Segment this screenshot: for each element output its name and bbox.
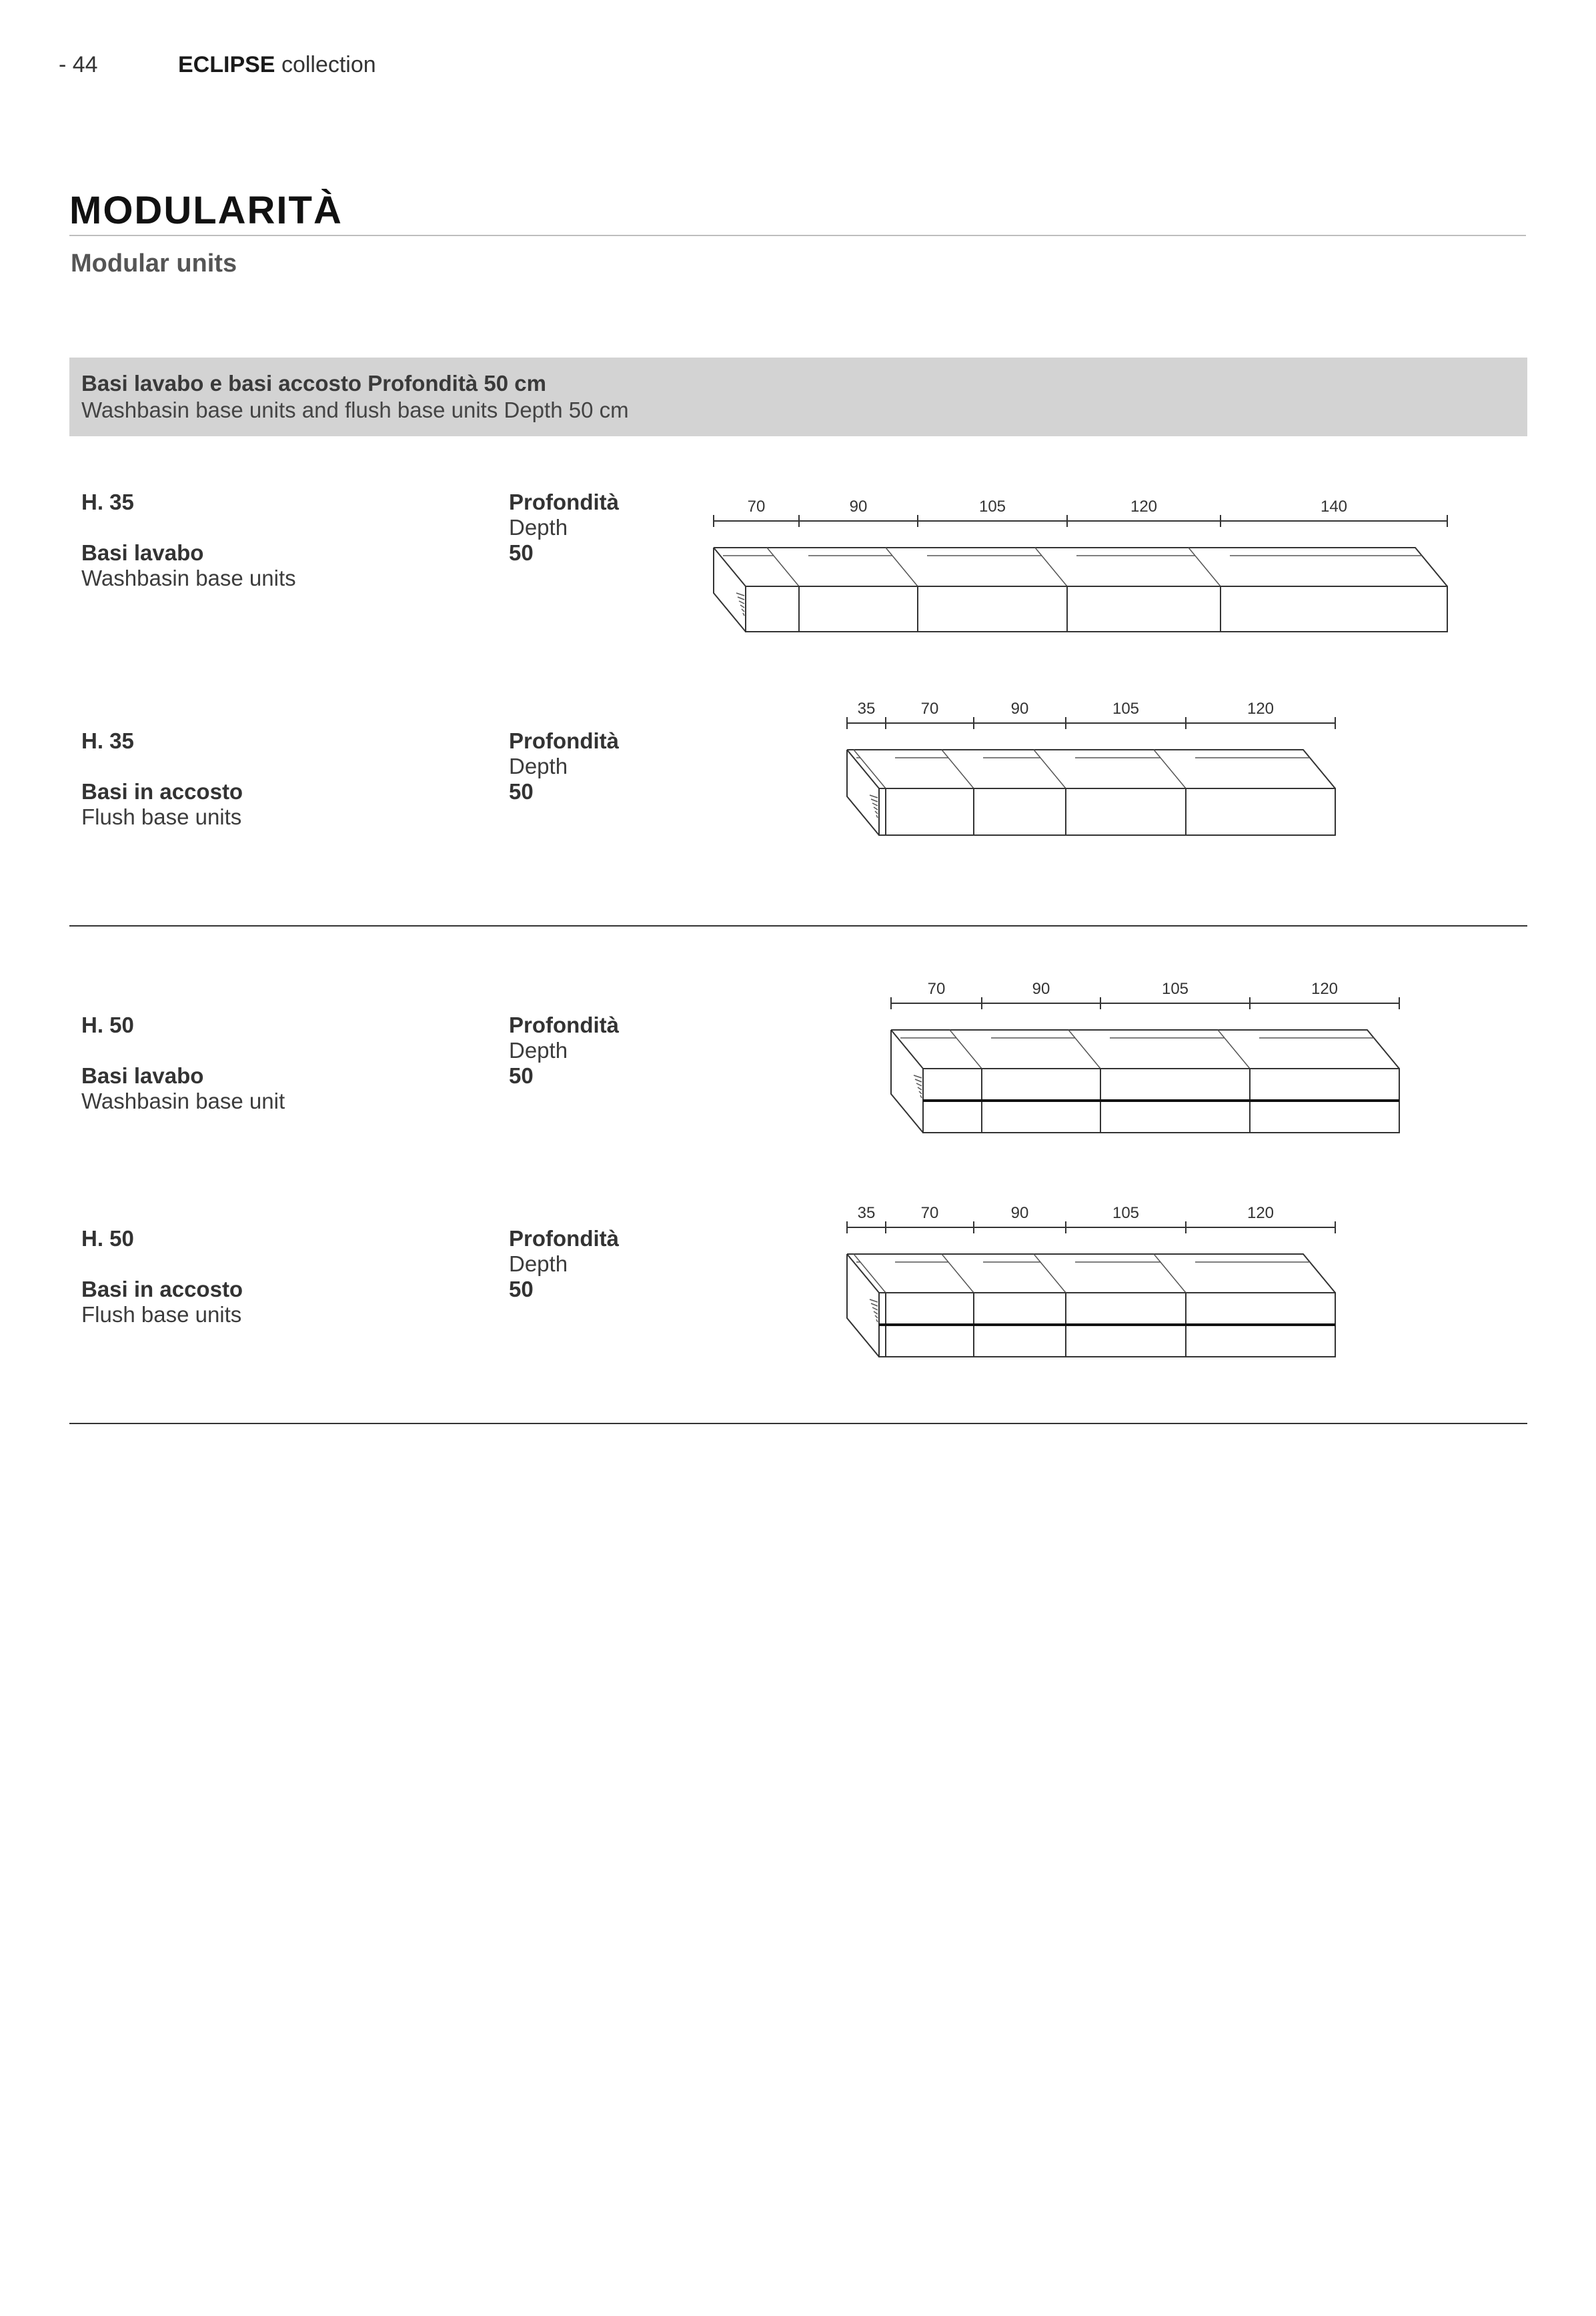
cabinet-front [879,788,1335,835]
row-1-depth-en: Depth [509,515,568,540]
row-3-labels [81,1013,285,1114]
dimension-label: 105 [1161,980,1189,998]
dimension-label: 90 [1010,700,1029,718]
row-1-labels [81,490,296,591]
dimension-label: 70 [920,700,939,718]
cabinet-left-side [847,1254,879,1357]
row-4-type-it: Basi in accosto [81,1277,243,1301]
dimension-label: 35 [857,1204,876,1222]
dimension-label: 70 [920,1204,939,1222]
running-title [178,52,376,78]
row-2-type-it: Basi in accosto [81,779,243,804]
row-3-height: H. 50 [81,1013,134,1037]
collection-brand: ECLIPSE [178,52,275,77]
row-1-depth-it: Profondità [509,490,619,514]
cabinet-left-edge [847,1254,879,1293]
module-separator-top [950,1030,982,1069]
row-1-height: H. 35 [81,490,134,514]
row-2-depth-value: 50 [509,779,534,804]
module-separator-top [1218,1030,1250,1069]
hatch-line [872,1307,878,1310]
row-3-type-it: Basi lavabo [81,1063,204,1088]
module-separator-top [854,750,886,788]
hatch-line [876,815,878,818]
title-divider [69,235,1526,236]
row-4-labels [81,1226,243,1327]
dimension-label: 105 [1112,700,1140,718]
cabinet-top-edge [714,548,1447,586]
hatch-line [875,811,878,814]
section-divider-2 [69,1423,1527,1424]
hatch-line [871,799,878,802]
hatch-line [743,613,744,616]
hatch-line [918,1087,922,1090]
page-subtitle: Modular units [71,249,237,277]
row-3-depth [509,1013,619,1089]
dimension-label: 90 [1032,980,1050,998]
row-1-type-it: Basi lavabo [81,540,204,565]
dimension-label: 105 [1112,1204,1140,1222]
hatch-line [739,601,744,604]
row-2-labels [81,728,243,830]
row-4-type-en: Flush base units [81,1302,242,1327]
section-divider-1 [69,925,1527,927]
cabinet-left-side [847,750,879,835]
dimension-label: 70 [927,980,946,998]
hatch-line [916,1083,922,1086]
hatch-line [742,609,744,612]
row-2-height: H. 35 [81,728,134,753]
module-separator-top [1034,1254,1066,1293]
hatch-line [738,597,744,600]
hatch-line [870,795,878,798]
row-3-depth-value: 50 [509,1063,534,1088]
cabinet-left-side [891,1030,923,1133]
dimension-label: 105 [978,498,1006,516]
row-2-depth-it: Profondità [509,728,619,753]
section-title-it: Basi lavabo e basi accosto Profondità 50 cm [81,371,546,396]
section-title-en: Washbasin base units and flush base units Depth 50 cm [81,398,629,422]
row-1-drawing [707,490,1461,637]
hatch-line [736,593,744,596]
row-4-drawing [840,1197,1467,1370]
dimension-label: 70 [747,498,766,516]
hatch-line [740,605,744,608]
row-2-depth-en: Depth [509,754,568,778]
cabinet-front [746,586,1447,632]
section-band [69,358,1527,436]
module-separator-top [1154,1254,1186,1293]
row-4-depth-en: Depth [509,1251,568,1276]
page-title: MODULARITÀ [69,189,343,232]
hatch-line [874,807,878,810]
row-2-drawing [840,692,1467,839]
cabinet-top-edge [847,750,1335,788]
hatch-line [874,1311,878,1314]
cabinet-left-edge [714,548,746,586]
hatch-line [870,1299,878,1302]
row-3-drawing [884,973,1471,1146]
module-separator-top [942,750,974,788]
cabinet-left-edge [847,750,879,788]
module-separator-top [767,548,799,586]
dimension-label: 120 [1130,498,1158,516]
hatch-line [871,1303,878,1306]
row-1-type-en: Washbasin base units [81,566,296,590]
row-4-depth-it: Profondità [509,1226,619,1251]
row-1-depth-value: 50 [509,540,534,565]
module-separator-top [854,1254,886,1293]
row-4-height: H. 50 [81,1226,134,1251]
row-4-depth-value: 50 [509,1277,534,1301]
hatch-line [914,1075,922,1078]
row-2-type-en: Flush base units [81,804,242,829]
row-1-depth [509,490,619,566]
dimension-label: 90 [1010,1204,1029,1222]
row-4-depth [509,1226,619,1302]
module-separator-top [1035,548,1067,586]
row-2-depth [509,728,619,804]
hatch-line [872,803,878,806]
dimension-label: 120 [1247,1204,1275,1222]
cabinet-left-side [714,548,746,632]
dimension-label: 120 [1311,980,1339,998]
collection-word: collection [281,52,376,77]
module-separator-top [1068,1030,1100,1069]
hatch-line [876,1319,878,1322]
module-separator-top [886,548,918,586]
row-3-type-en: Washbasin base unit [81,1089,285,1113]
hatch-line [919,1091,922,1094]
row-3-depth-it: Profondità [509,1013,619,1037]
module-separator-top [1154,750,1186,788]
cabinet-top-edge [847,1254,1335,1293]
cabinet-left-edge [891,1030,923,1069]
dimension-label: 140 [1320,498,1348,516]
module-separator-top [942,1254,974,1293]
module-separator-top [1034,750,1066,788]
dimension-label: 120 [1247,700,1275,718]
row-3-depth-en: Depth [509,1038,568,1063]
dimension-label: 35 [857,700,876,718]
module-separator-top [1188,548,1221,586]
hatch-line [875,1315,878,1318]
page-number: - 44 [59,52,98,77]
dimension-label: 90 [849,498,868,516]
hatch-line [915,1079,922,1082]
cabinet-top-edge [891,1030,1399,1069]
hatch-line [920,1095,922,1098]
